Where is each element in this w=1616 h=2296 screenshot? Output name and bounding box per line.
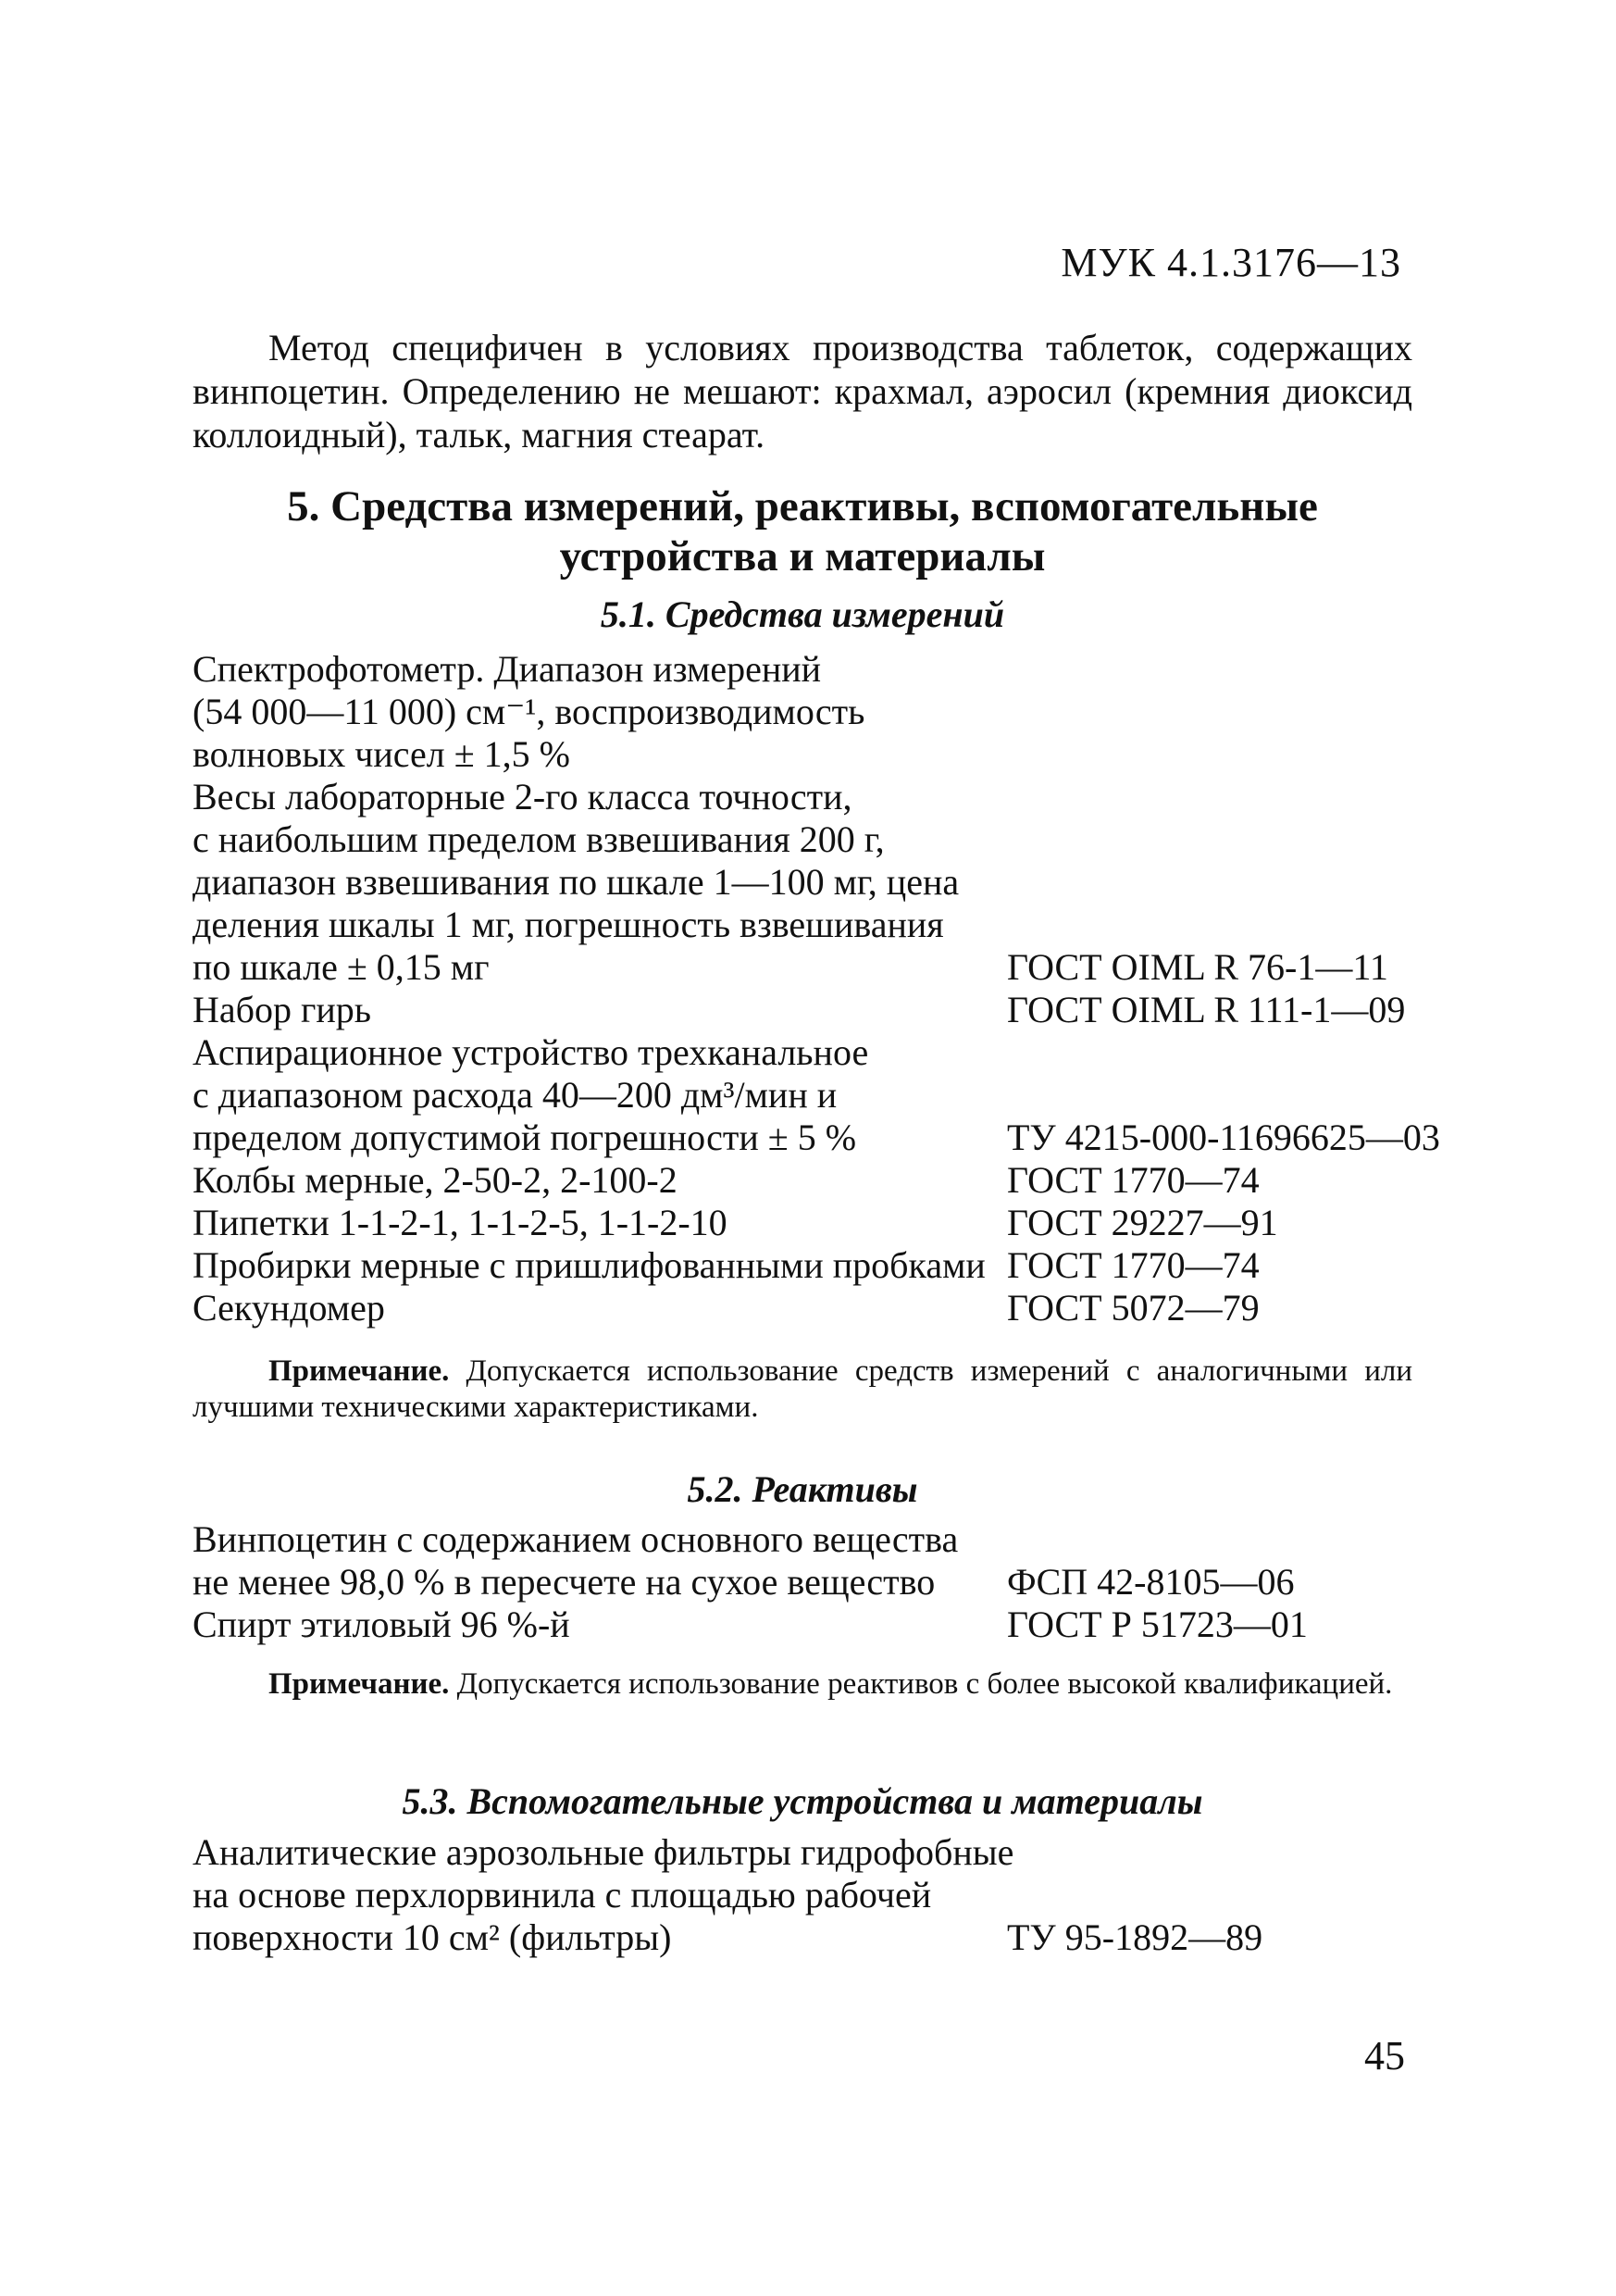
list-item [193, 1202, 1451, 1244]
item-text: с диапазоном расхода 40—200 дм³/мин и [193, 1074, 838, 1116]
item-text: на основе перхлорвинила с площадью рабочей [193, 1874, 932, 1915]
item-text: Винпоцетин с содержанием основного вещества [193, 1518, 959, 1560]
item-standard: ГОСТ 1770—74 [1007, 1159, 1260, 1201]
note-label: Примечание. [268, 1354, 450, 1388]
item-standard: ФСП 42-8105—06 [1007, 1561, 1295, 1603]
list-item [193, 1561, 1451, 1603]
item-text: волновых чисел ± 1,5 % [193, 733, 570, 775]
section-5-title-line2: устройства и материалы [559, 532, 1046, 580]
document-code: МУК 4.1.3176—13 [1061, 240, 1401, 285]
section-5-title [193, 481, 1412, 581]
item-text: Аспирационное устройство трехканальное [193, 1031, 869, 1073]
list-item [193, 861, 1451, 904]
list-item [193, 1159, 1451, 1202]
note-label: Примечание. [268, 1667, 450, 1701]
note-text: Допускается использование реактивов с более высокой квалификацией. [456, 1667, 1393, 1701]
list-item [193, 691, 1451, 733]
list-item [193, 1287, 1451, 1329]
subsection-5-3-list [193, 1831, 1451, 1959]
item-standard: ГОСТ OIML R 111-1—09 [1007, 989, 1406, 1030]
item-text: Спектрофотометр. Диапазон измерений [193, 648, 822, 690]
subsection-5-2-title: 5.2. Реактивы [687, 1468, 918, 1510]
item-text: поверхности 10 см² (фильтры) [193, 1916, 672, 1958]
list-item [193, 818, 1451, 861]
item-text: деления шкалы 1 мг, погрешность взвешивания [193, 904, 944, 945]
item-standard: ТУ 95-1892—89 [1007, 1916, 1263, 1958]
list-item [193, 1074, 1451, 1117]
item-standard: ГОСТ Р 51723—01 [1007, 1603, 1308, 1645]
list-item [193, 1518, 1451, 1561]
item-standard: ГОСТ 29227—91 [1007, 1202, 1278, 1243]
item-text: Пробирки мерные с пришлифованными пробками [193, 1244, 986, 1286]
list-item [193, 1603, 1451, 1646]
list-item [193, 1831, 1451, 1874]
item-text: пределом допустимой погрешности ± 5 % [193, 1117, 857, 1158]
item-text: Спирт этиловый 96 %-й [193, 1603, 570, 1645]
item-standard: ГОСТ 5072—79 [1007, 1287, 1260, 1329]
item-standard: ГОСТ OIML R 76-1—11 [1007, 946, 1388, 988]
item-text: (54 000—11 000) см⁻¹, воспроизводимость [193, 691, 865, 732]
item-standard: ТУ 4215-000-11696625—03 [1007, 1117, 1440, 1158]
note-5-2 [193, 1666, 1412, 1703]
item-text: Аналитические аэрозольные фильтры гидрофобные [193, 1831, 1014, 1873]
note-5-1 [193, 1354, 1412, 1426]
list-item [193, 989, 1451, 1031]
item-standard: ГОСТ 1770—74 [1007, 1244, 1260, 1286]
note-text: Допускается использование средств измерений с аналогичными или лучшими техническими характеристиками. [193, 1354, 1412, 1424]
list-item [193, 733, 1451, 776]
list-item [193, 1874, 1451, 1916]
item-text: Набор гирь [193, 989, 372, 1030]
item-text: Колбы мерные, 2-50-2, 2-100-2 [193, 1159, 677, 1201]
list-item [193, 1117, 1451, 1159]
list-item [193, 1031, 1451, 1074]
list-item [193, 1244, 1451, 1287]
item-text: диапазон взвешивания по шкале 1—100 мг, цена [193, 861, 960, 903]
item-text: Весы лабораторные 2-го класса точности, [193, 776, 852, 817]
item-text: Секундомер [193, 1287, 385, 1329]
list-item [193, 648, 1451, 691]
intro-paragraph: Метод специфичен в условиях производства таблеток, содержащих винпоцетин. Определению не мешают: крахмал, аэросил (кремния диоксид коллоидный), тальк, магния стеарат. [193, 327, 1412, 455]
subsection-5-1-list [193, 648, 1451, 1329]
list-item [193, 904, 1451, 946]
subsection-5-3-title: 5.3. Вспомогательные устройства и материалы [402, 1780, 1203, 1822]
subsection-5-2-list [193, 1518, 1451, 1646]
item-text: Пипетки 1-1-2-1, 1-1-2-5, 1-1-2-10 [193, 1202, 727, 1243]
page-number: 45 [1364, 2033, 1405, 2078]
list-item [193, 1916, 1451, 1959]
section-5-title-line1: 5. Средства измерений, реактивы, вспомогательные [287, 482, 1318, 530]
list-item [193, 946, 1451, 989]
subsection-5-1-title: 5.1. Средства измерений [600, 593, 1005, 635]
item-text: с наибольшим пределом взвешивания 200 г, [193, 818, 885, 860]
item-text: по шкале ± 0,15 мг [193, 946, 490, 988]
list-item [193, 776, 1451, 818]
item-text: не менее 98,0 % в пересчете на сухое вещество [193, 1561, 936, 1603]
